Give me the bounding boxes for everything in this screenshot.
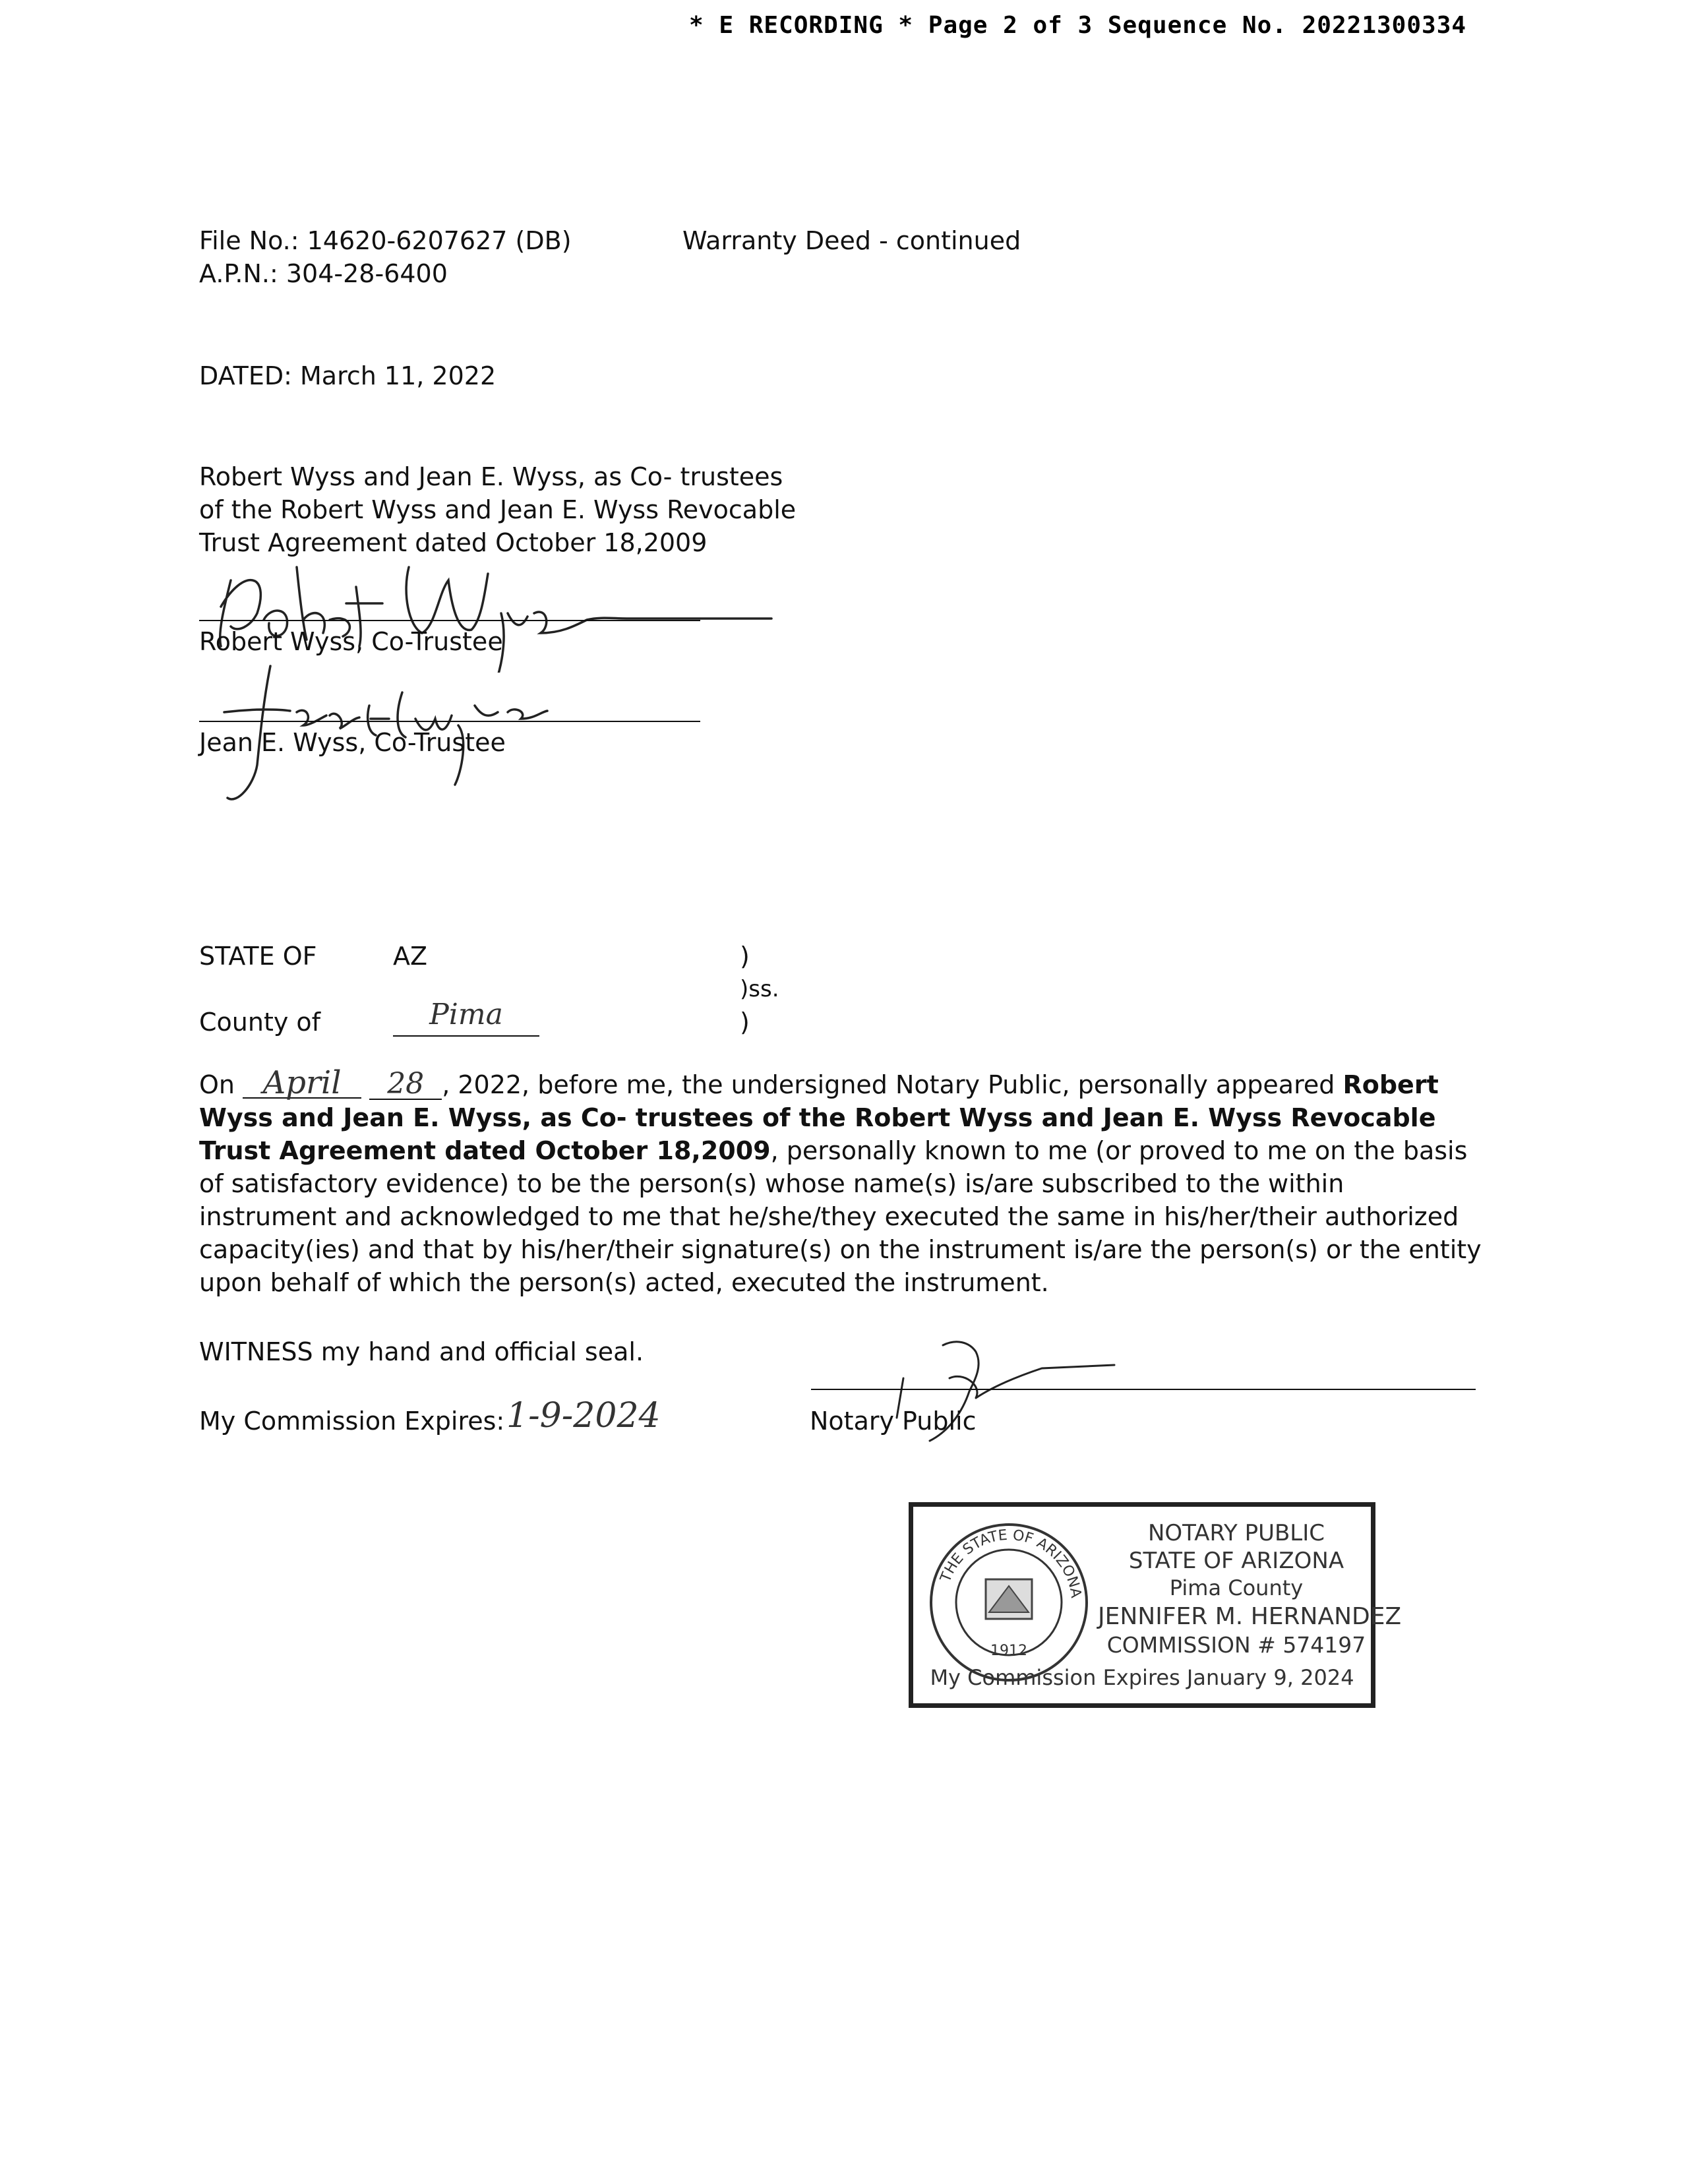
signer-1-label: Robert Wyss, Co-Trustee: [199, 627, 503, 656]
ss-marker: )ss.: [740, 976, 779, 1002]
signature-line-2: [199, 721, 700, 722]
paren-bottom: ): [740, 1008, 750, 1037]
ack-names: Robert Wyss and Jean E. Wyss, as Co- trustees of the Robert Wyss and Jean E. Wyss Revocable Trust Agreement dated October 18,2009: [199, 1070, 1439, 1165]
stamp-line-3: Pima County: [1169, 1575, 1304, 1600]
seal-year: 1912: [990, 1643, 1027, 1659]
state-label: STATE OF: [199, 942, 317, 971]
grantor-line-2: of the Robert Wyss and Jean E. Wyss Revocable: [199, 495, 797, 524]
apn-number: A.P.N.: 304-28-6400: [199, 259, 448, 288]
stamp-line-5: COMMISSION # 574197: [1106, 1632, 1366, 1658]
stamp-line-1: NOTARY PUBLIC: [1147, 1520, 1325, 1546]
file-number: File No.: 14620-6207627 (DB): [199, 226, 572, 255]
seal-text: THE STATE OF ARIZONA: [937, 1527, 1084, 1599]
notary-stamp: [909, 1502, 1402, 1708]
acknowledgment-paragraph: [199, 1064, 1485, 1299]
witness-line: WITNESS my hand and official seal.: [199, 1337, 644, 1366]
dated-line: DATED: March 11, 2022: [199, 361, 497, 390]
ack-day: 28: [369, 1070, 442, 1100]
signature-line-1: [199, 620, 700, 621]
grantor-line-1: Robert Wyss and Jean E. Wyss, as Co- trustees: [199, 462, 783, 491]
county-value: Pima: [393, 994, 539, 1037]
notary-label: Notary Public: [810, 1407, 977, 1436]
ack-year-text: , 2022, before me, the undersigned Notary Public, personally appeared: [442, 1070, 1335, 1099]
stamp-line-2: STATE OF ARIZONA: [1128, 1548, 1344, 1574]
stamp-footer: My Commission Expires January 9, 2024: [930, 1665, 1354, 1690]
commission-label: My Commission Expires:: [199, 1407, 505, 1436]
recording-header: * E RECORDING * Page 2 of 3 Sequence No. 20221300334: [689, 12, 1467, 39]
county-field: [393, 994, 539, 1037]
grantor-line-3: Trust Agreement dated October 18,2009: [199, 528, 708, 557]
stamp-line-4: JENNIFER M. HERNANDEZ: [1098, 1603, 1402, 1630]
arizona-seal-icon: [926, 1520, 1091, 1685]
notary-signature: [877, 1325, 1154, 1457]
ack-month: April: [243, 1068, 361, 1099]
paren-top: ): [740, 942, 750, 971]
notary-signature-line: [811, 1389, 1476, 1390]
ack-on: On: [199, 1070, 235, 1099]
document-title: Warranty Deed - continued: [682, 226, 1021, 255]
county-label: County of: [199, 1008, 321, 1037]
state-value: AZ: [393, 942, 428, 971]
ack-rest: , personally known to me (or proved to me on the basis of satisfactory evidence) to be the person(s) whose name(s) is/are subscribed to the within instrument and acknowledged to me that he/she/they executed the same in his/her/their authorized capacity(ies) and that by his/her/their signature(s) on the instrument is/are the person(s) or the entity upon behalf of which the person(s) acted, executed the instrument.: [199, 1136, 1482, 1297]
commission-date-handwritten: 1-9-2024: [506, 1396, 661, 1436]
signer-2-label: Jean E. Wyss, Co-Trustee: [199, 728, 506, 757]
